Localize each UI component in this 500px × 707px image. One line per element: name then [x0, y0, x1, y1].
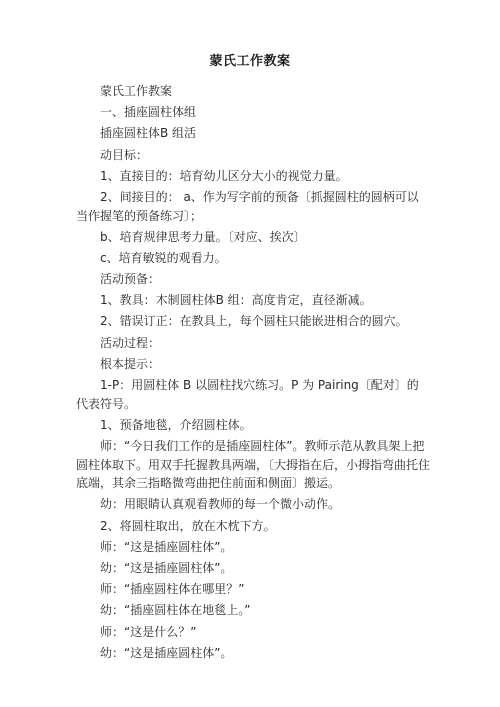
paragraph: 动目标：	[100, 147, 149, 162]
paragraph: 根本提示：	[100, 356, 161, 371]
document-body	[76, 82, 430, 665]
paragraph: b、培育规律思考力量。〔对应、挨次〕	[100, 229, 306, 244]
paragraph: 一、插座圆柱体组	[100, 105, 197, 120]
paragraph: 师：“这是什么？”	[100, 624, 197, 639]
paragraph: 幼：“这是插座圆柱体”。	[100, 645, 233, 660]
paragraph: 1、预备地毯，介绍圆柱体。	[100, 417, 252, 432]
paragraph: 幼：“这是插座圆柱体”。	[100, 560, 233, 575]
paragraph: 1-P：用圆柱体 B 以圆柱找穴练习。P 为 Pairing〔配对〕的代表符号。	[76, 378, 419, 411]
paragraph: 2、将圆柱取出，放在木枕下方。	[100, 518, 276, 533]
paragraph: 幼：用眼睛认真观看教师的每一个微小动作。	[100, 497, 341, 512]
paragraph: 2、间接目的： a、作为写字前的预备〔抓握圆柱的圆柄可以当作握笔的预备练习〕；	[76, 189, 419, 223]
paragraph: 插座圆柱体B 组活	[100, 126, 197, 141]
paragraph: 师：“今日我们工作的是插座圆柱体”。教师示范从教具架上把圆柱体取下。用双手托握教具两端，〔大拇指在后，小拇指弯曲托住底端，其余三指略微弯曲把住前面和侧面〕搬运。	[76, 439, 431, 491]
paragraph: 2、错误订正：在教具上，每个圆柱只能嵌进相合的圆穴。	[100, 314, 408, 329]
page-title: 蒙氏工作教案	[209, 54, 291, 69]
paragraph: c、培育敏锐的观看力。	[100, 250, 227, 265]
paragraph: 师：“插座圆柱体在哪里？”	[100, 582, 245, 597]
paragraph: 师：“这是插座圆柱体”。	[100, 539, 233, 554]
paragraph: 幼：“插座圆柱体在地毯上。”	[100, 603, 251, 618]
paragraph: 活动过程：	[100, 335, 161, 350]
paragraph: 活动预备：	[100, 272, 161, 287]
paragraph: 1、教具：木制圆柱体B 组：高度肯定，直径渐减。	[100, 293, 372, 308]
paragraph: 蒙氏工作教案	[100, 84, 173, 98]
paragraph: 1、直接目的：培育幼儿区分大小的视觉力量。	[100, 168, 348, 183]
